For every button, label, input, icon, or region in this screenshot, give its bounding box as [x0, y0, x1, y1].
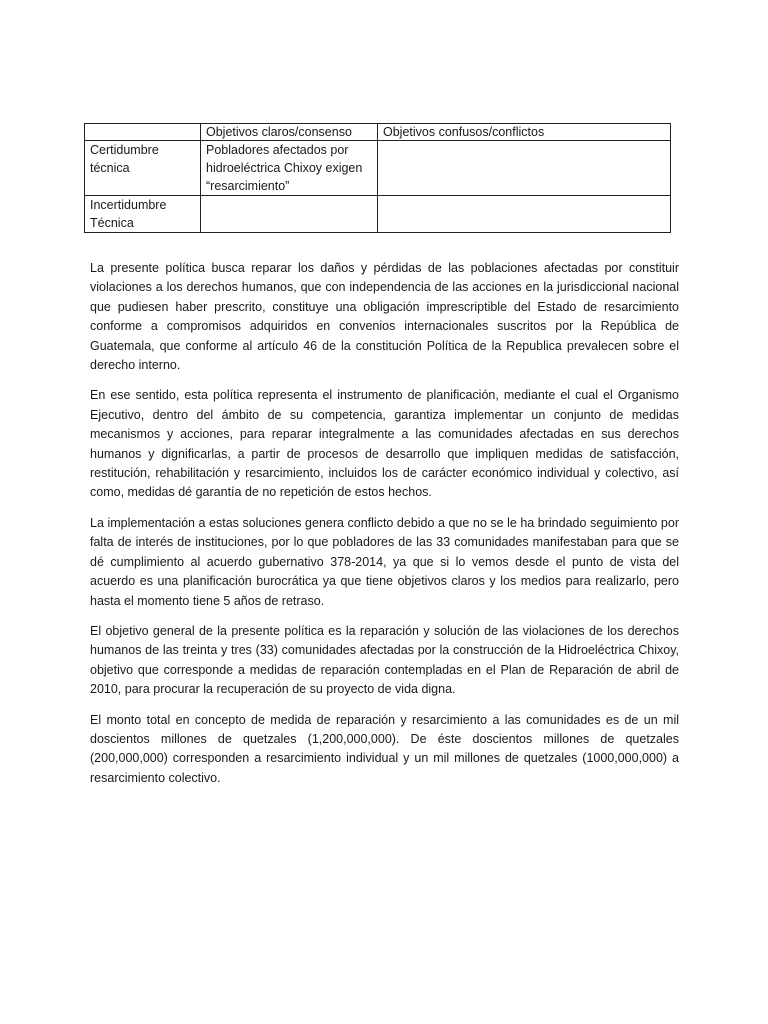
- table-cell: [378, 141, 671, 196]
- table-header-cell: Objetivos confusos/conflictos: [378, 124, 671, 141]
- table-header-row: [85, 124, 671, 141]
- objectives-matrix-table: [84, 123, 671, 233]
- paragraph: La implementación a estas soluciones genera conflicto debido a que no se le ha brindado seguimiento por falta de interés de instituciones, por lo que pobladores de las 33 comunidades manifestaban para que se dé cumplimiento al acuerdo gubernativo 378-2014, ya que si lo vemos desde el punto de vista del acuerdo es una planificación burocrática ya que tiene objetivos claros y los medios para realizarlo, pero hasta el momento tiene 5 años de retraso.: [90, 515, 679, 608]
- table-cell: [378, 196, 671, 233]
- table-cell: Pobladores afectados por hidroeléctrica Chixoy exigen “resarcimiento”: [201, 141, 378, 196]
- table-header-cell: [85, 124, 201, 141]
- table-cell: [201, 196, 378, 233]
- paragraph: En ese sentido, esta política representa el instrumento de planificación, mediante el cual el Organismo Ejecutivo, dentro del ámbito de su competencia, garantiza implementar un conjunto de medidas mecanismos y acciones, para reparar integralmente a las comunidades afectadas en sus derechos humanos y dignificarlas, a partir de procesos de desarrollo que impliquen medidas de satisfacción, restitución, rehabilitación y resarcimiento, incluidos los de carácter económico individual y colectivo, así como, medidas dé garantía de no repetición de estos hechos.: [90, 388, 679, 500]
- table-cell: Incertidumbre Técnica: [85, 196, 201, 233]
- table-header-cell: Objetivos claros/consenso: [201, 124, 378, 141]
- table-row: [85, 196, 671, 233]
- table-cell: Certidumbre técnica: [85, 141, 201, 196]
- paragraph: La presente política busca reparar los daños y pérdidas de las poblaciones afectadas por constituir violaciones a los derechos humanos, que con independencia de las acciones en la jurisdiccional nacional que pudiesen haber prescrito, constituye una obligación imprescriptible del Estado de resarcimiento conforme a compromisos adquiridos en convenios internacionales suscritos por la República de Guatemala, que conforme al artículo 46 de la constitución Política de la Republica prevalecen sobre el derecho interno.: [90, 261, 679, 373]
- document-body: [90, 259, 679, 799]
- paragraph: El monto total en concepto de medida de reparación y resarcimiento a las comunidades es de un mil doscientos millones de quetzales (1,200,000,000). De éste doscientos millones de quetzales (200,000,000) corresponden a resarcimiento individual y un mil millones de quetzales (1000,000,000) a resarcimiento colectivo.: [90, 712, 679, 785]
- table-row: [85, 141, 671, 196]
- paragraph: El objetivo general de la presente política es la reparación y solución de las violaciones de los derechos humanos de las treinta y tres (33) comunidades afectadas por la construcción de la Hidroeléctrica Chixoy, objetivo que corresponde a medidas de reparación contempladas en el Plan de Reparación de abril de 2010, para procurar la recuperación de su proyecto de vida digna.: [90, 623, 679, 697]
